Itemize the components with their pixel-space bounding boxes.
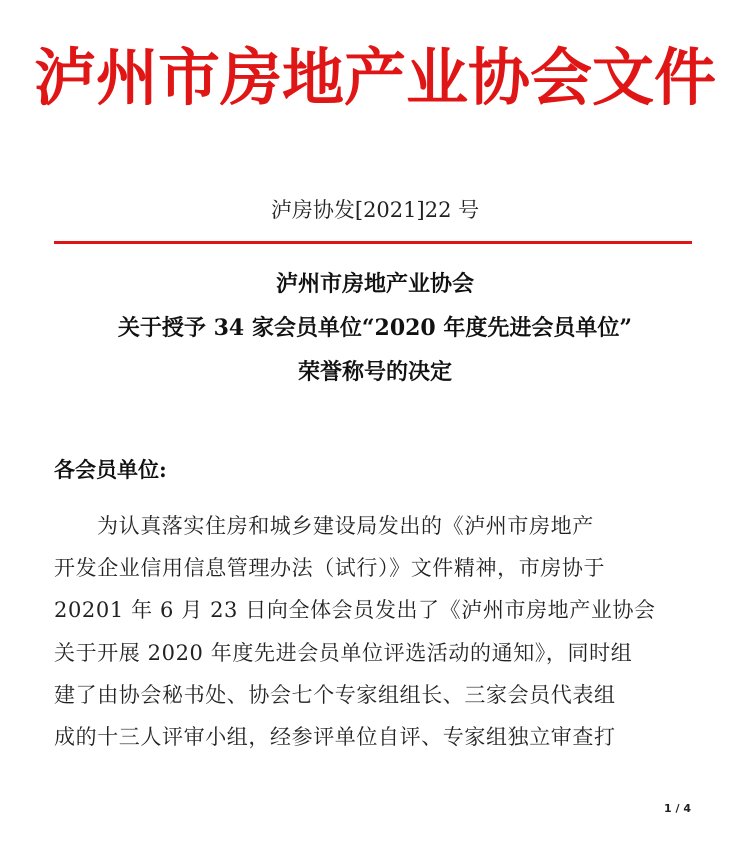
document-header-title: 泸州市房地产业协会文件: [33, 41, 716, 114]
page-number-indicator: 1 / 4: [664, 802, 691, 815]
title-line-2: 关于授予 34 家会员单位“2020 年度先进会员单位”: [117, 315, 633, 341]
body-line: 建了由协会秘书处、协会七个专家组组长、三家会员代表组: [54, 682, 616, 707]
body-paragraph: [54, 505, 694, 758]
body-line: 开发企业信用信息管理办法（试行）》文件精神，市房协于: [54, 556, 606, 581]
title-line-3: 荣誉称号的决定: [297, 359, 452, 385]
body-line: 20201 年 6 月 23 日向全体会员发出了《泸州市房地产业协会: [54, 598, 656, 623]
body-line: 成的十三人评审小组，经参评单位自评、专家组独立审查打: [54, 724, 616, 749]
red-divider-line: [54, 241, 692, 244]
salutation: 各会员单位:: [54, 457, 167, 482]
document-number: 泸房协发[2021]22 号: [270, 198, 480, 222]
body-line: 关于开展 2020 年度先进会员单位评选活动的通知》，同时组: [54, 640, 633, 665]
body-line: 为认真落实住房和城乡建设局发出的《泸州市房地产: [97, 514, 594, 538]
title-line-1: 泸州市房地产业协会: [275, 271, 474, 297]
decision-title: [0, 262, 750, 394]
